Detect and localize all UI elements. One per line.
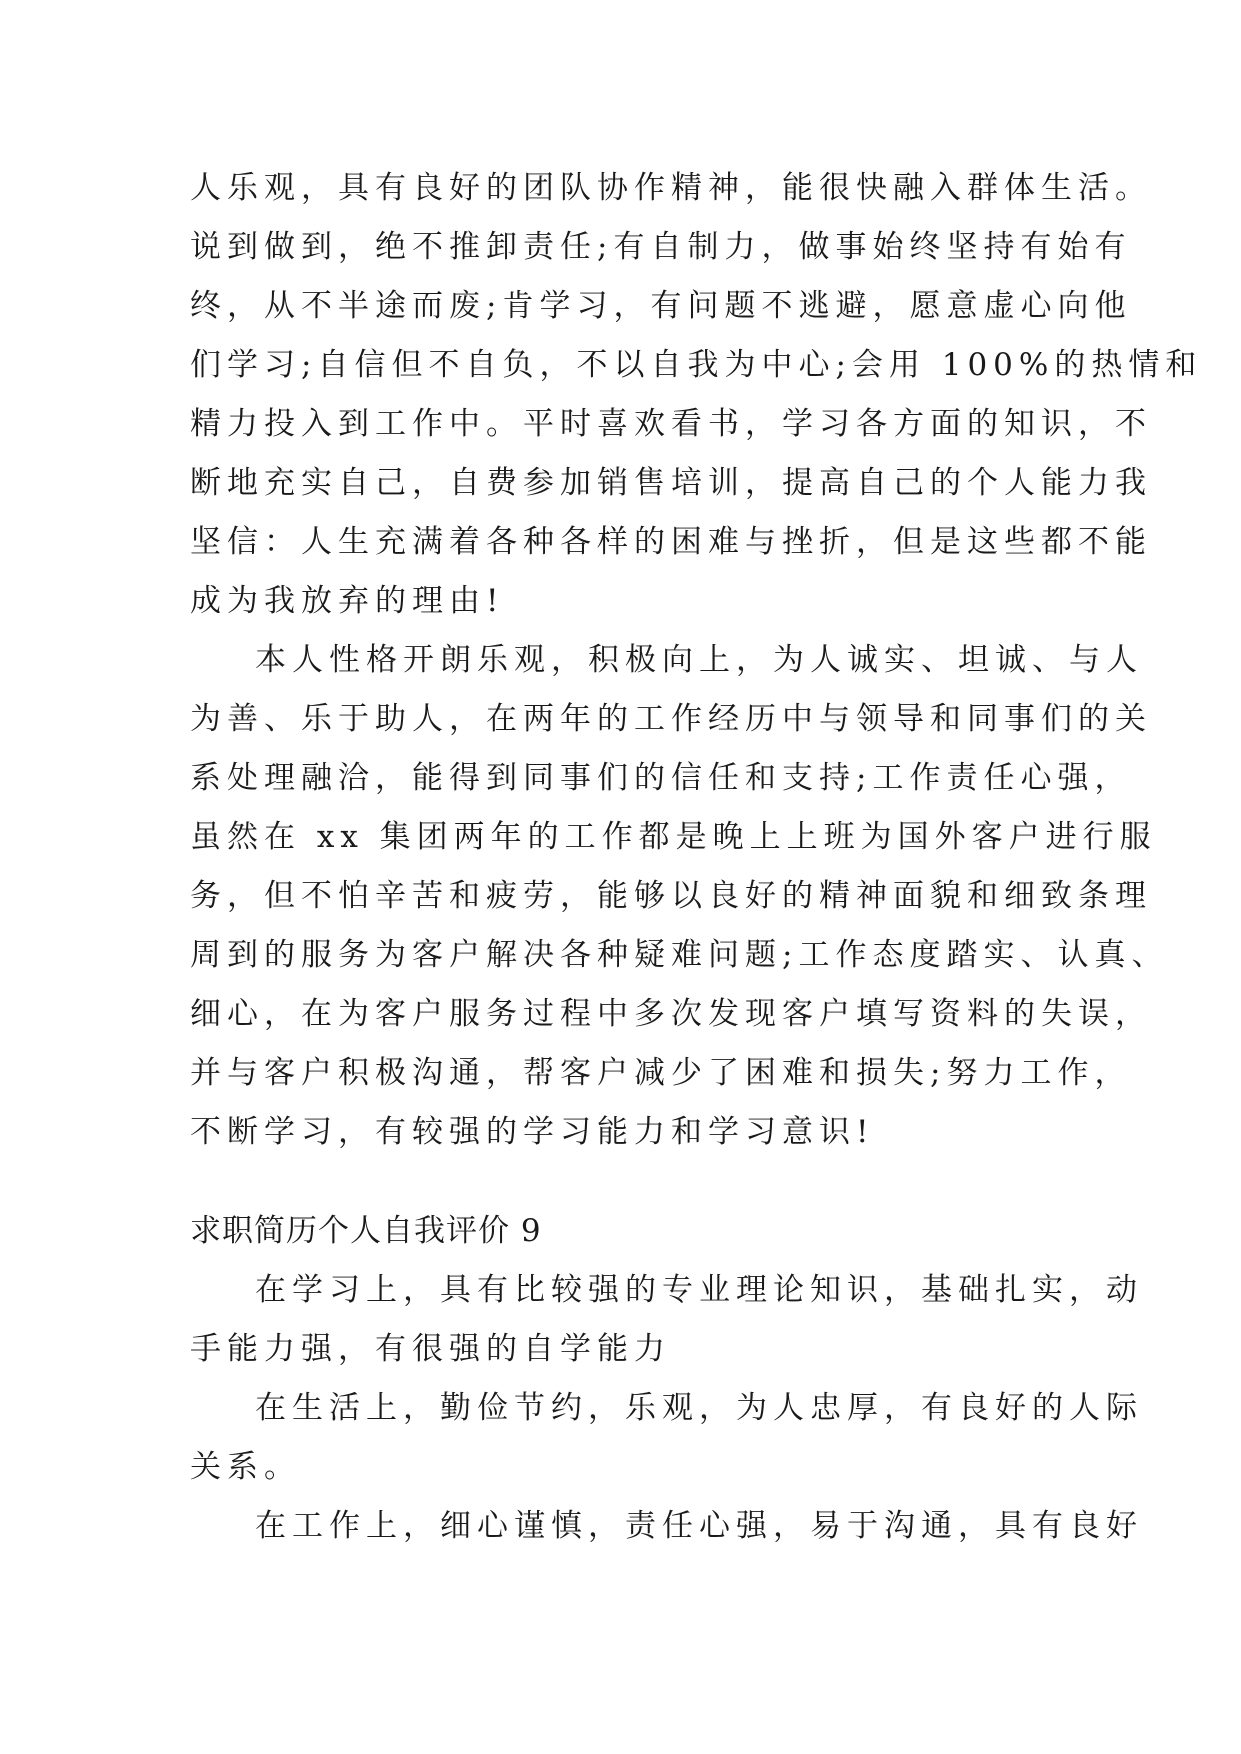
- paragraph-line: 并与客户积极沟通，帮客户减少了困难和损失;努力工作，: [190, 1055, 1132, 1091]
- paragraph-line: 坚信：人生充满着各种各样的困难与挫折，但是这些都不能: [190, 524, 1152, 560]
- paragraph-line: 断地充实自己，自费参加销售培训，提高自己的个人能力我: [190, 465, 1152, 501]
- paragraph-line: 说到做到，绝不推卸责任;有自制力，做事始终坚持有始有: [190, 229, 1132, 265]
- paragraph-line: 们学习;自信但不自负，不以自我为中心;会用 100%的热情和: [190, 347, 1203, 383]
- paragraph-line: 精力投入到工作中。平时喜欢看书，学习各方面的知识，不: [190, 406, 1152, 442]
- paragraph-line: 周到的服务为客户解决各种疑难问题;工作态度踏实、认真、: [190, 937, 1169, 973]
- paragraph-line: 人乐观，具有良好的团队协作精神，能很快融入群体生活。: [190, 170, 1152, 206]
- section-heading: 求职简历个人自我评价 9: [190, 1213, 542, 1249]
- paragraph-line: 在生活上，勤俭节约，乐观，为人忠厚，有良好的人际: [255, 1390, 1143, 1426]
- paragraph-line: 细心，在为客户服务过程中多次发现客户填写资料的失误，: [190, 996, 1152, 1032]
- paragraph-line: 手能力强，有很强的自学能力: [190, 1331, 671, 1367]
- paragraph-line: 务，但不怕辛苦和疲劳，能够以良好的精神面貌和细致条理: [190, 878, 1152, 914]
- paragraph-line: 终，从不半途而废;肯学习，有问题不逃避，愿意虚心向他: [190, 288, 1132, 324]
- paragraph-line: 为善、乐于助人，在两年的工作经历中与领导和同事们的关: [190, 701, 1152, 737]
- paragraph-line: 在工作上，细心谨慎，责任心强，易于沟通，具有良好: [255, 1508, 1143, 1544]
- paragraph-line: 成为我放弃的理由!: [190, 583, 505, 619]
- paragraph-line: 虽然在 xx 集团两年的工作都是晚上上班为国外客户进行服: [190, 819, 1157, 855]
- paragraph-line: 系处理融洽，能得到同事们的信任和支持;工作责任心强，: [190, 760, 1132, 796]
- paragraph-line: 不断学习，有较强的学习能力和学习意识!: [190, 1114, 875, 1150]
- paragraph-line: 本人性格开朗乐观，积极向上，为人诚实、坦诚、与人: [255, 642, 1143, 678]
- paragraph-line: 在学习上，具有比较强的专业理论知识，基础扎实，动: [255, 1272, 1143, 1308]
- paragraph-line: 关系。: [190, 1449, 301, 1485]
